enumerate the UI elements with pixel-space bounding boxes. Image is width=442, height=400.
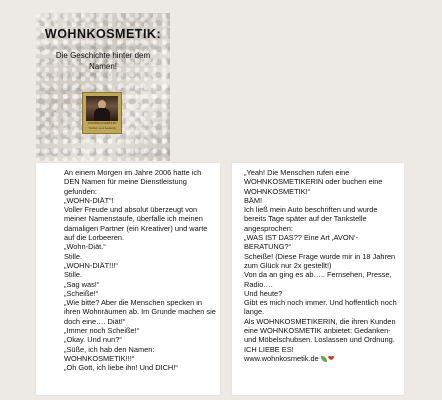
- red-heart-icon: ❤: [327, 353, 335, 363]
- four-leaf-clover-icon: [321, 356, 327, 362]
- cover-image: [36, 13, 170, 161]
- story-text-right-body: „Yeah! Die Menschen rufen eine WOHNKOSMETIKERIN oder buchen eine WOHNKOSMETIK!“ BÄM! Ich ließ mein Auto beschriften und wurde bereits Tage später auf der Tankstelle angesprochen: „WAS IST DAS?? Eine Art ‚AVON‘-BERATUNG?“ Scheiße! (Diese Frage wurde mir in 18 Jahren zum Glück nur 2x gestellt!) Von da an ging es ab….. Fernsehen, Presse, Radio…. Und heute? Gibt es mich noch immer. Und hoffentlich noch lange. Als WOHNKOSMETIKERIN, die ihren Kunden eine WOHNKOSMETIK anbietet: Gedanken- und Möbelschubsen. Loslassen und Ordnung. ICH LIEBE ES! www.wohnkosmetik.de: [244, 168, 397, 363]
- story-text-right: [244, 168, 400, 363]
- portrait-photo: [83, 93, 121, 133]
- photo-caption-line2: Vorher war Gestern: [88, 125, 116, 130]
- story-card-left: [36, 163, 220, 395]
- cover-title: WOHNKOSMETIK:: [44, 27, 162, 41]
- portrait-image: [86, 96, 118, 121]
- story-text-left: An einem Morgen im Jahre 2006 hatte ich DEN Namen für meine Dienstleistung gefunden: „WOHN-DIÄT“! Voller Freude und absolut überzeugt von meiner Namenstaufe, überfalle ich meinen damaligen Partner (ein Kreativer) und warte auf die Lorbeeren. „Wohn-Diät.“ Stille. „WOHN-DIÄT!!!“ Stille. „Sag was!“ „Scheiße!“ „Wie bitte? Aber die Menschen specken in ihren Wohnräumen ab. Im Grunde machen sie doch eine…. Diät!“ „Immer noch Scheiße!“ „Okay. Und nun?“ „Süße, ich hab den Namen: WOHNKOSMETIK!!!“ „Oh Gott, ich liebe ihn! Und DICH!“: [64, 168, 216, 373]
- photo-caption: [83, 121, 121, 130]
- story-card-right: [232, 163, 404, 395]
- cover-subtitle: Die Geschichte hinter dem Namen!: [55, 51, 151, 71]
- photo-caption-line1: WOHNKOSMETIK: [87, 121, 117, 125]
